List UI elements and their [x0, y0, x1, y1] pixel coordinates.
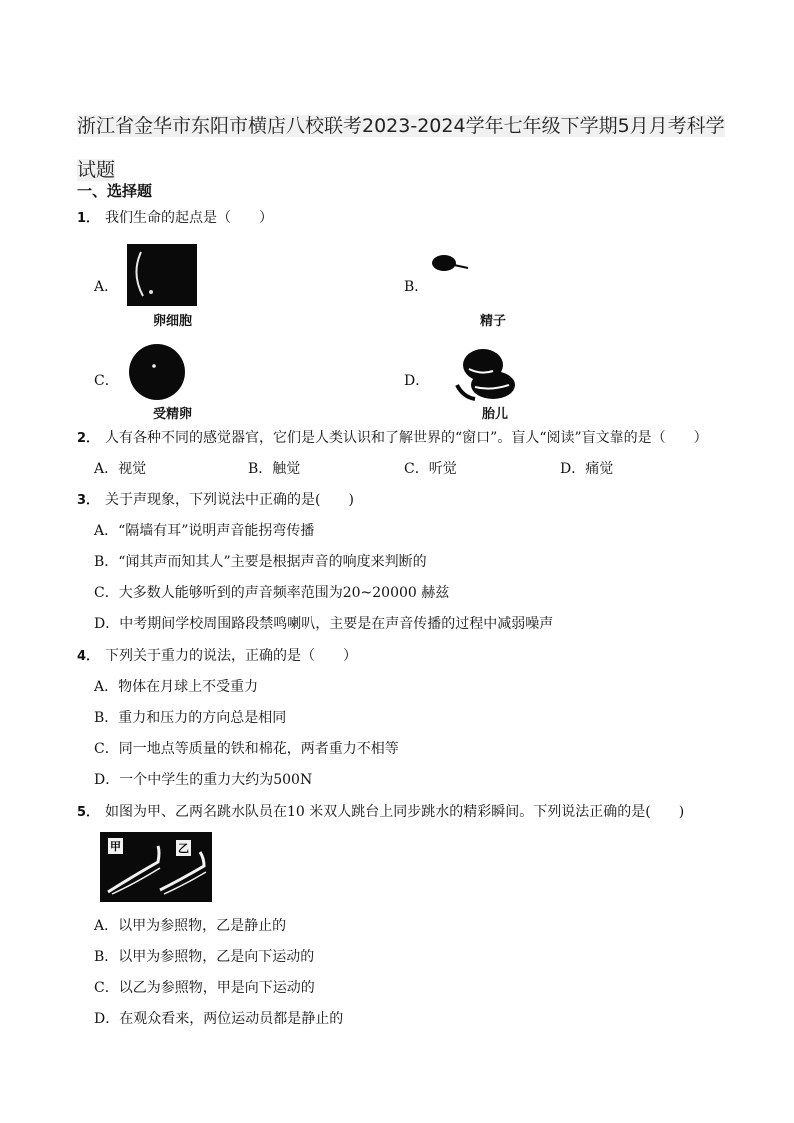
- q3-option-c: C．大多数人能够听到的声音频率范围为20~20000 赫兹: [94, 585, 450, 601]
- question-text: 我们生命的起点是（ ）: [105, 210, 273, 226]
- q3-option-b: B．“闻其声而知其人”主要是根据声音的响度来判断的: [94, 554, 427, 570]
- sperm-caption: 精子: [480, 314, 507, 329]
- question-5: [77, 801, 684, 821]
- q1-option-a-letter: A．: [94, 279, 119, 295]
- sperm-image: [430, 252, 470, 276]
- q1-option-c-letter: C．: [94, 373, 119, 389]
- question-number: 2．: [77, 431, 100, 446]
- zygote-image: [127, 343, 187, 401]
- question-number: 3．: [77, 493, 100, 508]
- q5-option-d: D．在观众看来，两位运动员都是静止的: [94, 1011, 344, 1027]
- q4-option-a: A．物体在月球上不受重力: [94, 679, 259, 695]
- q1-option-b-letter: B．: [404, 279, 429, 295]
- question-number: 5．: [77, 805, 100, 820]
- question-4: [77, 645, 357, 665]
- q2-option-b: B．触觉: [248, 461, 301, 477]
- diving-image: [100, 832, 212, 902]
- q5-option-c: C．以乙为参照物，甲是向下运动的: [94, 980, 315, 996]
- q2-option-a: A．视觉: [94, 461, 147, 477]
- zygote-caption: 受精卵: [153, 407, 193, 422]
- q3-option-d: D．中考期间学校周围路段禁鸣喇叭，主要是在声音传播的过程中减弱噪声: [94, 616, 554, 632]
- fetus-image: [453, 345, 521, 403]
- section-heading: 一、选择题: [77, 182, 153, 200]
- q2-option-d: D．痛觉: [560, 461, 614, 477]
- fetus-caption: 胎儿: [482, 407, 509, 422]
- question-2: [77, 427, 708, 447]
- question-number: 1．: [77, 211, 100, 226]
- question-text: 关于声现象，下列说法中正确的是( ): [105, 492, 354, 508]
- egg-cell-image: [127, 244, 197, 306]
- diver-label-yi: 乙: [178, 842, 189, 855]
- question-text: 人有各种不同的感觉器官，它们是人类认识和了解世界的“窗口”。盲人“阅读”盲文靠的是（ ）: [105, 430, 708, 446]
- question-number: 4．: [77, 649, 100, 664]
- q4-option-c: C．同一地点等质量的铁和棉花，两者重力不相等: [94, 741, 399, 757]
- question-1: [77, 207, 273, 227]
- question-text: 如图为甲、乙两名跳水队员在10 米双人跳台上同步跳水的精彩瞬间。下列说法正确的是( ): [105, 804, 685, 820]
- q4-option-b: B．重力和压力的方向总是相同: [94, 710, 287, 726]
- question-3: [77, 489, 354, 509]
- q1-option-d-letter: D．: [404, 373, 430, 389]
- q2-option-c: C．听觉: [404, 461, 457, 477]
- q5-option-a: A．以甲为参照物，乙是静止的: [94, 918, 287, 934]
- q3-option-a: A．“隔墙有耳”说明声音能拐弯传播: [94, 523, 315, 539]
- q4-option-d: D．一个中学生的重力大约为500N: [94, 772, 313, 788]
- diver-label-jia: 甲: [110, 840, 121, 853]
- question-text: 下列关于重力的说法，正确的是（ ）: [105, 648, 357, 664]
- q5-option-b: B．以甲为参照物，乙是向下运动的: [94, 949, 315, 965]
- page-title: 浙江省金华市东阳市横店八校联考2023-2024学年七年级下学期5月月考科学试题: [77, 115, 725, 181]
- egg-cell-caption: 卵细胞: [153, 314, 193, 329]
